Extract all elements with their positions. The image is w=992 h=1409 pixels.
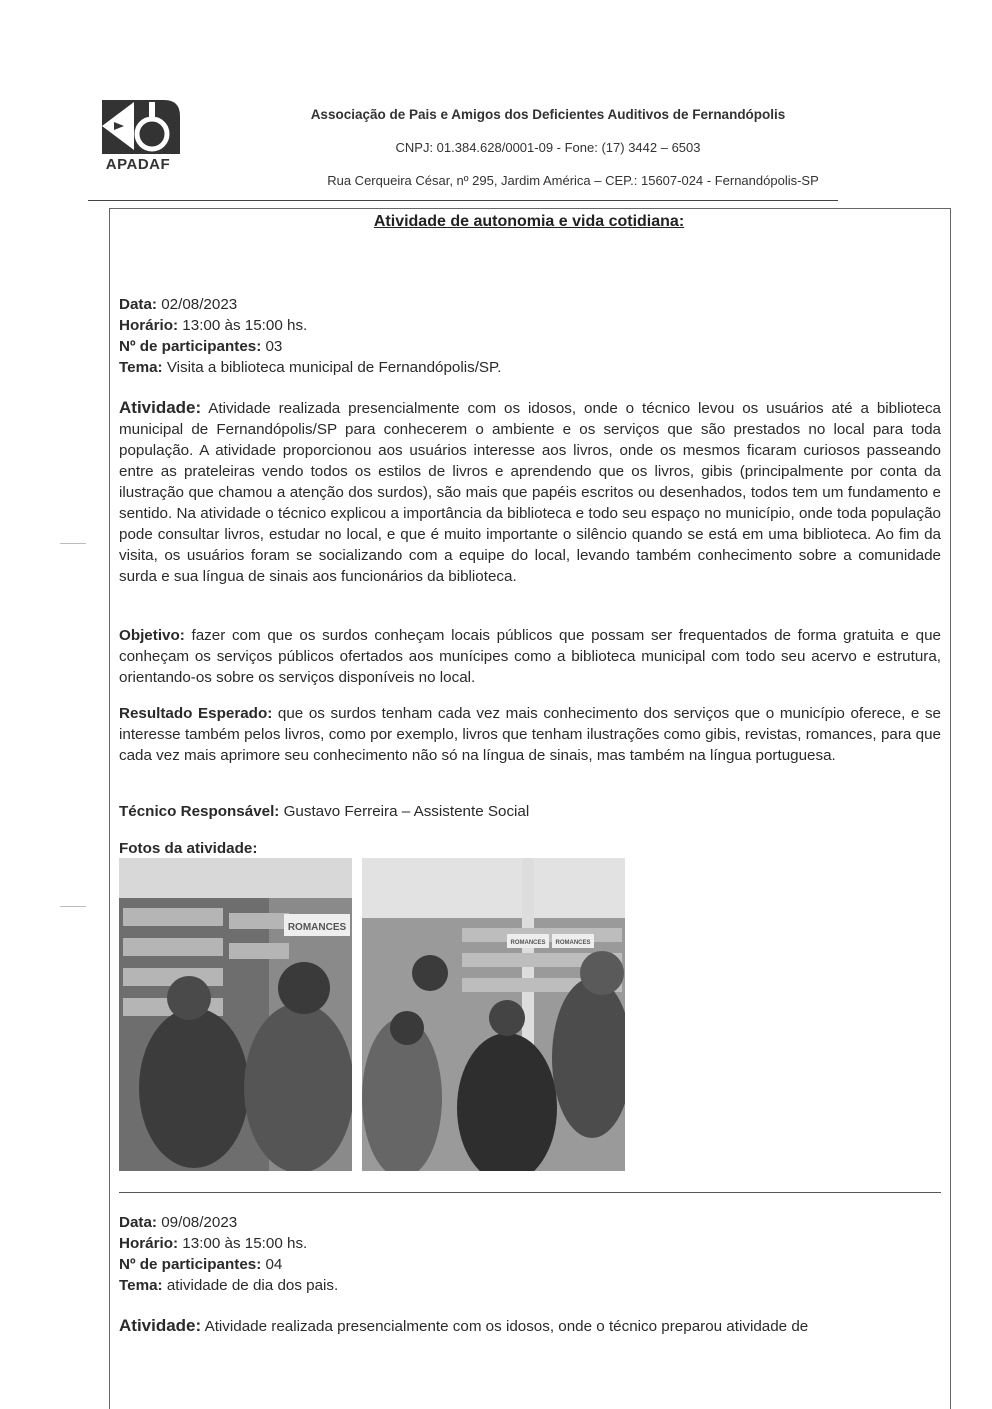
theme-value: Visita a biblioteca municipal de Fernandópolis/SP. <box>162 359 502 376</box>
entry1-photos-heading <box>119 838 941 859</box>
participants-value: 04 <box>261 1256 283 1273</box>
entry1-objective <box>119 625 941 688</box>
participants-label: Nº de participantes: <box>119 338 262 355</box>
time-label: Horário: <box>119 317 179 334</box>
cnpj-phone: CNPJ: 01.384.628/0001-09 - Fone: (17) 3442 – 6503 <box>395 140 701 155</box>
entry2-theme <box>119 1275 941 1296</box>
time-value: 13:00 às 15:00 hs. <box>178 1235 308 1252</box>
romances-sign: ROMANCES <box>510 940 546 946</box>
theme-value: atividade de dia dos pais. <box>162 1277 339 1294</box>
activity-label: Atividade: <box>119 1316 202 1335</box>
activity-text: Atividade realizada presencialmente com os idosos, onde o técnico preparou atividade de <box>201 1318 809 1335</box>
time-value: 13:00 às 15:00 hs. <box>178 317 308 334</box>
activity-photo-2 <box>362 858 625 1171</box>
section-divider <box>119 1192 941 1193</box>
document-title: Atividade de autonomia e vida cotidiana: <box>373 213 685 230</box>
entry1-theme <box>119 357 941 378</box>
entry1-technician <box>119 801 941 822</box>
result-text: que os surdos tenham cada vez mais conhecimento dos serviços que o município oferece, e se interesse também pelos livros, como por exemplo, livros que tenham ilustrações como gibis, revistas, romances, para que cada vez mais aprimore seu conhecimento não só na língua de sinais, mas também na língua portuguesa. <box>119 705 942 764</box>
date-value: 02/08/2023 <box>156 296 238 313</box>
org-name: Associação de Pais e Amigos dos Deficientes Auditivos de Fernandópolis <box>310 107 786 122</box>
activity-photo-1 <box>119 858 352 1171</box>
entry2-participants <box>119 1254 941 1275</box>
margin-mark <box>60 906 86 907</box>
theme-label: Tema: <box>119 359 163 376</box>
entry2-meta <box>119 1212 941 1296</box>
entry2-activity <box>119 1315 941 1337</box>
header-rule <box>88 200 838 201</box>
activity-text: Atividade realizada presencialmente com os idosos, onde o técnico levou os usuários até a biblioteca municipal de Fernandópolis/SP para conhecerem o ambiente e os serviços que são prestados no local para toda população. A atividade proporcionou aos usuários interesse aos livros, onde os mesmos ficaram curiosos passeando entre as prateleiras vendo todos os estilos de livros e aprendendo que os livros, gibis (principalmente por conta da ilustração que chamou a atenção dos surdos), são mais que papéis escritos ou desenhados, todos tem um fundamento e sentido. Na atividade o técnico explicou a importância da biblioteca e todo seu espaço no município, onde toda população pode consultar livros, estudar no local, e que é muito importante o silêncio quando se está em uma biblioteca. Ao fim da visita, os usuários foram se socializando com a equipe do local, levando também conhecimento sobre a comunidade surda e sua língua de sinais aos funcionários da biblioteca. <box>119 400 941 585</box>
participants-label: Nº de participantes: <box>119 1256 262 1273</box>
date-label: Data: <box>119 296 157 313</box>
entry2-date <box>119 1212 941 1233</box>
romances-sign: ROMANCES <box>287 922 347 933</box>
theme-label: Tema: <box>119 1277 163 1294</box>
romances-sign: ROMANCES <box>555 940 591 946</box>
technician-name: Gustavo Ferreira – Assistente Social <box>279 803 530 820</box>
date-label: Data: <box>119 1214 157 1231</box>
photos-label: Fotos da atividade: <box>119 840 258 857</box>
entry2-time <box>119 1233 941 1254</box>
participants-value: 03 <box>261 338 283 355</box>
entry1-date <box>119 294 941 315</box>
address: Rua Cerqueira César, nº 295, Jardim América – CEP.: 15607-024 - Fernandópolis-SP <box>327 173 819 188</box>
time-label: Horário: <box>119 1235 179 1252</box>
date-value: 09/08/2023 <box>156 1214 238 1231</box>
entry1-time <box>119 315 941 336</box>
entry1-result <box>119 703 941 766</box>
result-label: Resultado Esperado: <box>119 705 273 722</box>
technician-label: Técnico Responsável: <box>119 803 280 820</box>
logo-text: APADAF <box>105 156 171 173</box>
activity-label: Atividade: <box>119 398 202 417</box>
margin-mark <box>60 543 86 544</box>
objective-text: fazer com que os surdos conheçam locais públicos que possam ser frequentados de forma gratuita e que conheçam os serviços públicos ofertados aos munícipes como a biblioteca municipal com todo seu acervo e estrutura, orientando-os sobre os serviços disponíveis no local. <box>119 627 941 686</box>
entry1-activity <box>119 397 941 587</box>
entry1-participants <box>119 336 941 357</box>
objective-label: Objetivo: <box>119 627 185 644</box>
entry1-meta <box>119 294 941 378</box>
